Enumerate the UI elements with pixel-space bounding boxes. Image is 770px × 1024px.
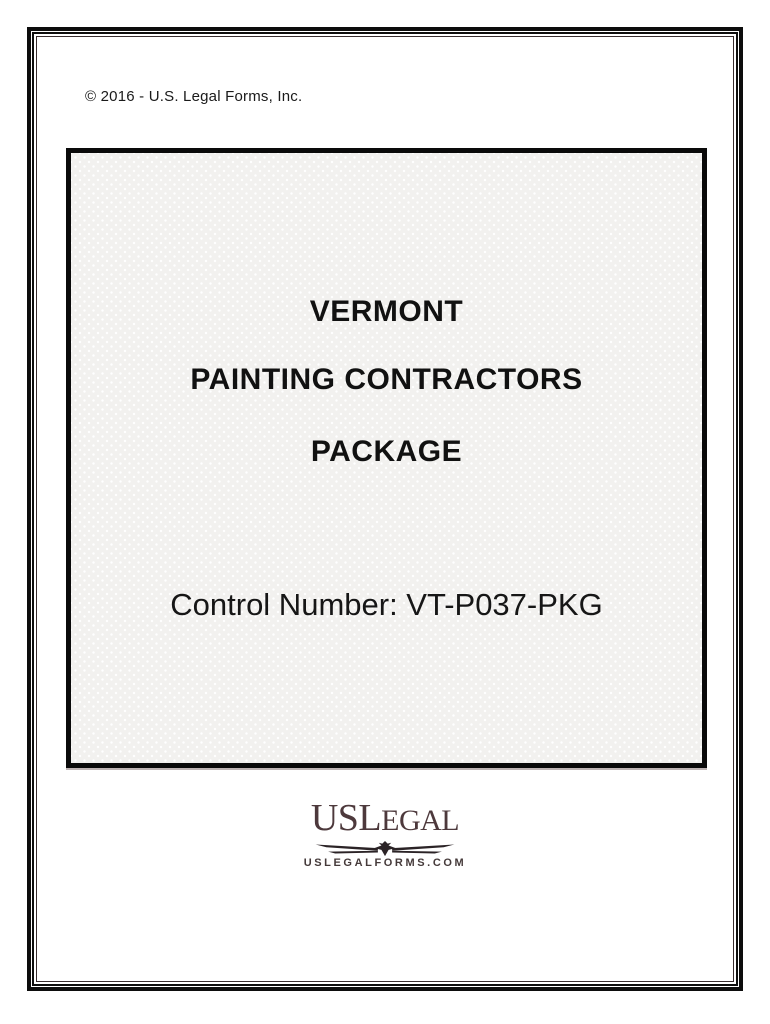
copyright-notice: © 2016 - U.S. Legal Forms, Inc. — [85, 88, 303, 105]
title-box — [66, 148, 707, 768]
control-number: Control Number: VT-P037-PKG — [170, 587, 603, 622]
wordmark-secondary-text: EGAL — [381, 804, 460, 837]
title-line-state: VERMONT — [309, 295, 464, 328]
title-line-subject: PAINTING CONTRACTORS — [190, 363, 583, 396]
wordmark-primary-text: USL — [310, 797, 382, 839]
eagle-icon-svg — [310, 841, 460, 857]
title-line-package: PACKAGE — [310, 435, 463, 468]
uslegal-website-text: USLEGALFORMS.COM — [303, 857, 467, 869]
uslegal-wordmark — [0, 797, 770, 844]
eagle-icon — [0, 841, 770, 857]
uslegal-logo — [0, 797, 770, 869]
